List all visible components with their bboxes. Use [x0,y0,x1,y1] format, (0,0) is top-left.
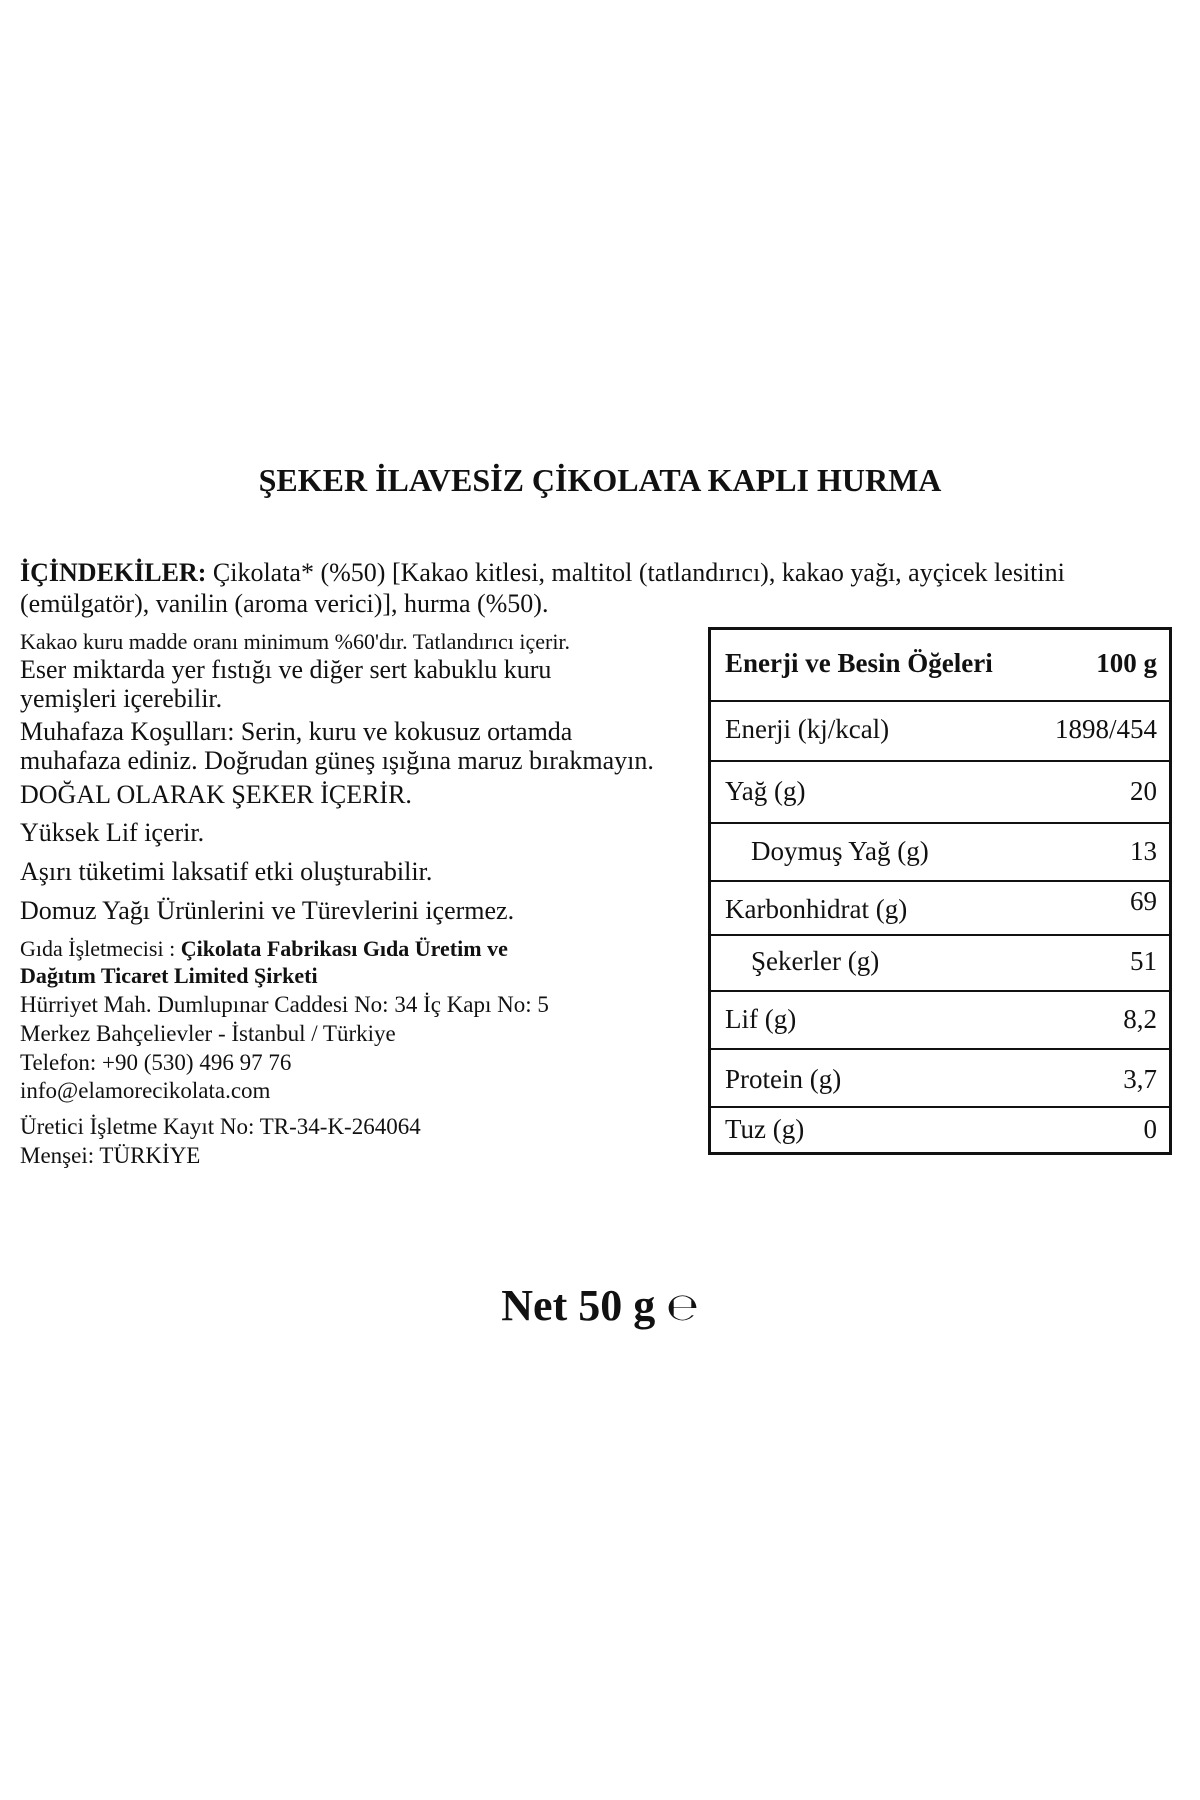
product-title: ŞEKER İLAVESİZ ÇİKOLATA KAPLI HURMA [258,462,942,498]
nutrition-row-value: 69 [1130,886,1157,916]
storage-note-line2: muhafaza ediniz. Doğrudan güneş ışığına maruz bırakmayın. [20,746,654,775]
nutrition-row-label: Enerji (kj/kcal) [725,714,890,744]
ingredients-list: Çikolata* (%50) [Kakao kitlesi, maltitol (tatlandırıcı), kakao yağı, ayçicek lesitini (emülgatör), vanilin (aroma verici)], hurma (%50). [20,558,1065,618]
producer-address-line2: Merkez Bahçelievler - İstanbul / Türkiye [20,1021,396,1046]
nutrition-row-value: 51 [1130,946,1157,976]
nutrition-row-sugars [711,936,1169,992]
fiber-note: Yüksek Lif içerir. [20,818,205,847]
allergen-note-line2: yemişleri içerebilir. [20,684,223,713]
natural-sugar-note: DOĞAL OLARAK ŞEKER İÇERİR. [20,780,412,809]
pork-note: Domuz Yağı Ürünlerini ve Türevlerini içermez. [20,896,515,925]
nutrition-table [708,627,1172,1155]
laxative-note: Aşırı tüketimi laksatif etki oluşturabilir. [20,857,433,886]
nutrition-row-value: 20 [1130,776,1157,806]
storage-note-line1: Muhafaza Koşulları: Serin, kuru ve kokusuz ortamda [20,717,573,746]
nutrition-row-value: 1898/454 [1054,714,1157,744]
producer-label: Gıda İşletmecisi : [20,936,181,961]
producer-name-line2: Dağıtım Ticaret Limited Şirketi [20,963,318,988]
nutrition-row-value: 13 [1130,836,1157,866]
nutrition-header-value: 100 g [1096,648,1157,678]
nutrition-row-salt [711,1108,1169,1152]
ingredients-text [20,557,1170,619]
allergen-note-line1: Eser miktarda yer fıstığı ve diğer sert kabuklu kuru [20,655,552,684]
nutrition-row-fat [711,762,1169,824]
nutrition-row-saturated-fat [711,824,1169,882]
producer-address-line1: Hürriyet Mah. Dumlupınar Caddesi No: 34 İç Kapı No: 5 [20,992,549,1017]
nutrition-row-value: 8,2 [1123,1004,1157,1034]
ingredients-label: İÇİNDEKİLER: [20,558,207,587]
nutrition-row-protein [711,1050,1169,1108]
nutrition-row-label: Yağ (g) [725,776,806,806]
nutrition-row-label: Şekerler (g) [751,946,880,976]
nutrition-row-energy [711,702,1169,762]
nutrition-row-label: Tuz (g) [725,1114,805,1144]
nutrition-row-label: Lif (g) [725,1004,797,1034]
nutrition-header-row [711,630,1169,702]
net-weight-text: Net 50 g [501,1281,656,1330]
nutrition-row-fiber [711,992,1169,1050]
nutrition-header-label: Enerji ve Besin Öğeleri [725,648,993,678]
net-weight [0,1280,1200,1331]
producer-name: Çikolata Fabrikası Gıda Üretim ve [180,936,508,961]
nutrition-row-carbohydrate [711,882,1169,936]
cocoa-note: Kakao kuru madde oranı minimum %60'dır. Tatlandırıcı içerir. [20,629,571,654]
nutrition-row-label: Doymuş Yağ (g) [751,836,929,866]
nutrition-row-value: 0 [1143,1114,1157,1144]
producer-line [20,936,508,962]
registration-number: Üretici İşletme Kayıt No: TR-34-K-264064 [20,1114,421,1139]
nutrition-row-label: Protein (g) [725,1064,842,1094]
estimated-sign-icon: ℮ [666,1285,699,1329]
producer-email: info@elamorecikolata.com [20,1078,271,1103]
producer-phone: Telefon: +90 (530) 496 97 76 [20,1050,292,1075]
nutrition-row-value: 3,7 [1123,1064,1157,1094]
origin: Menşei: TÜRKİYE [20,1143,201,1168]
nutrition-row-label: Karbonhidrat (g) [725,894,908,924]
